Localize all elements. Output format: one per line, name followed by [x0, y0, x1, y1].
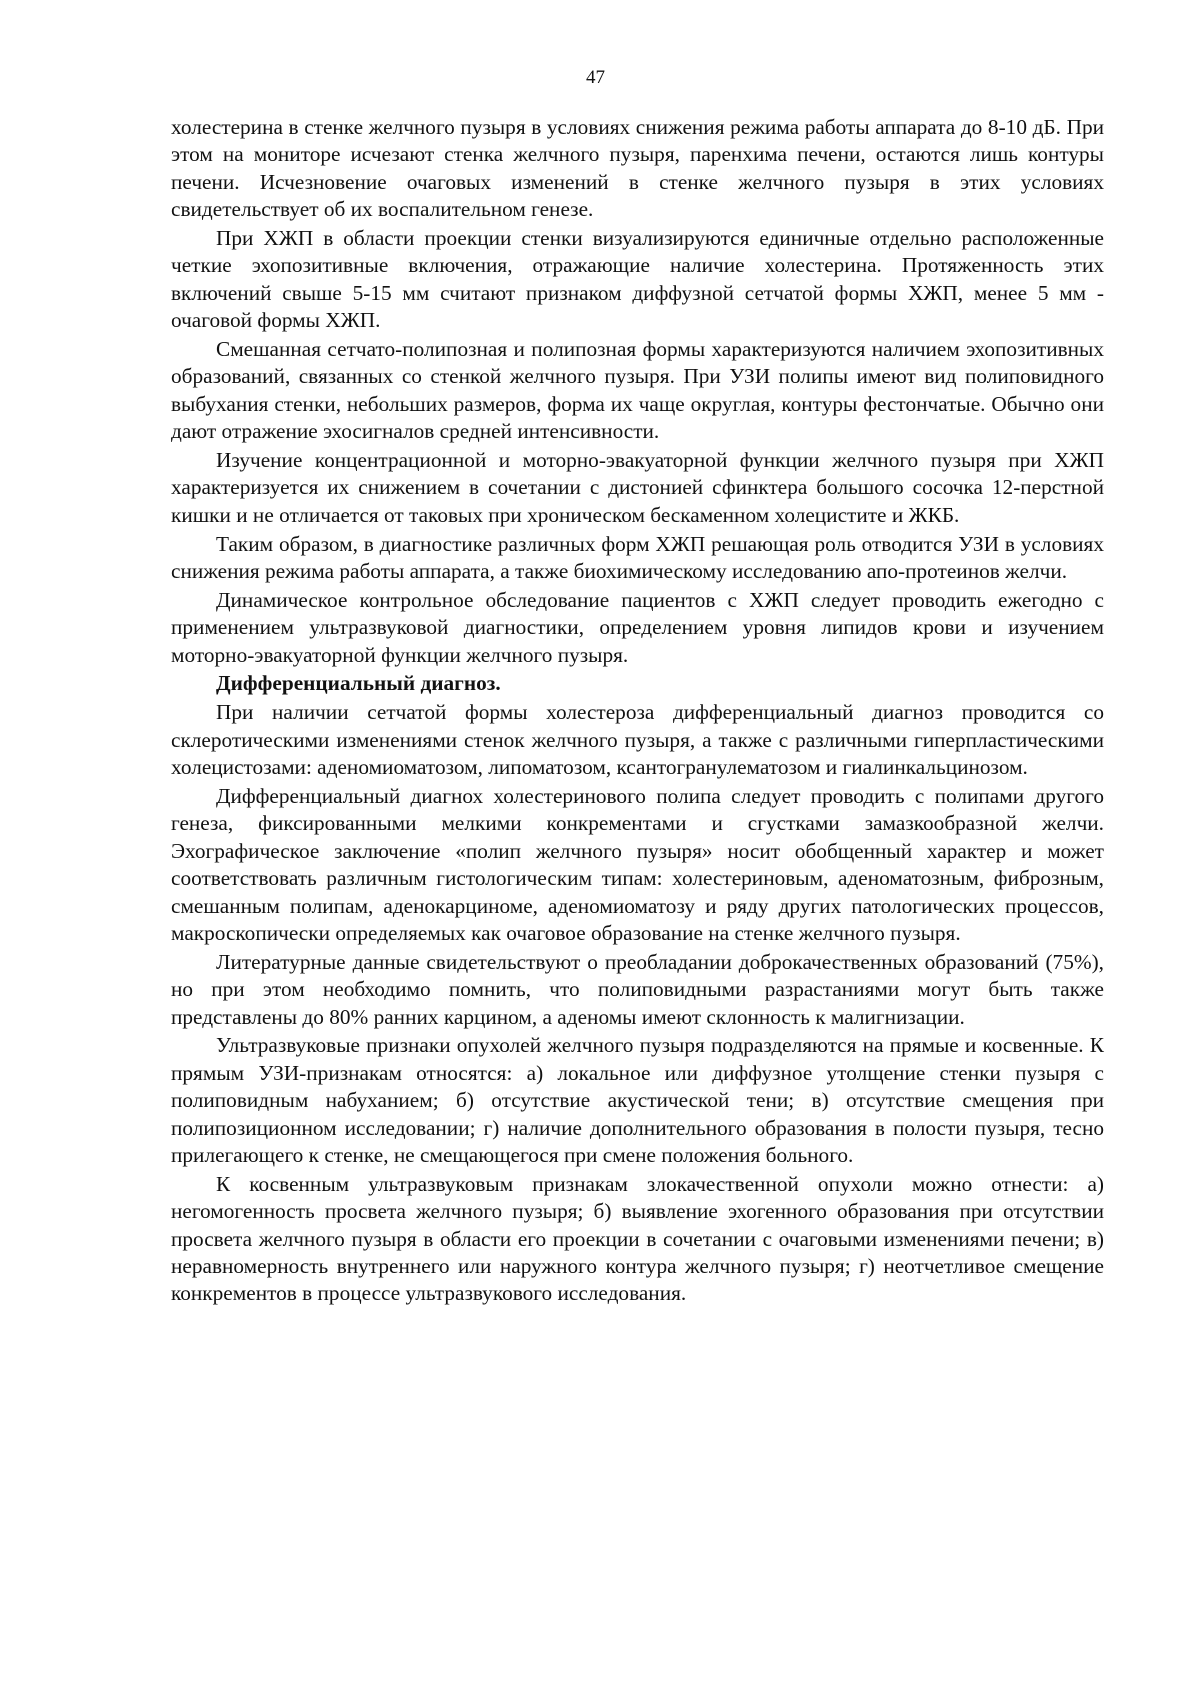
paragraph: Динамическое контрольное обследование пациентов с ХЖП следует проводить ежегодно с применением ультразвуковой диагностики, определением уровня липидов крови и изучением моторно-эвакуаторной функции желчного пузыря. [171, 587, 1104, 667]
paragraph: Таким образом, в диагностике различных форм ХЖП решающая роль отводится УЗИ в условиях снижения режима работы аппарата, а также биохимическому исследованию апо-протеинов желчи. [171, 531, 1104, 584]
paragraph: При наличии сетчатой формы холестероза дифференциальный диагноз проводится со склеротическими изменениями стенок желчного пузыря, а также с различными гиперпластическими холецистозами: аденомиоматозом, липоматозом, ксантогранулематозом и гиалинкальцинозом. [171, 700, 1104, 780]
paragraph-continuation: холестерина в стенке желчного пузыря в условиях снижения режима работы аппарата до 8-10 дБ. При этом на мониторе исчезают стенка желчного пузыря, паренхима печени, остаются лишь контуры печени. Исчезновение очаговых изменений в стенке желчного пузыря в этих условиях свидетельствует об их воспалительном генезе. [171, 115, 1104, 222]
paragraph: При ХЖП в области проекции стенки визуализируются единичные отдельно расположенные четкие эхопозитивные включения, отражающие наличие холестерина. Протяженность этих включений свыше 5-15 мм считают признаком диффузной сетчатой формы ХЖП, менее 5 мм - очаговой формы ХЖП. [171, 226, 1104, 333]
section-heading: Дифференциальный диагноз. [216, 671, 501, 696]
paragraph: Литературные данные свидетельствуют о преобладании доброкачественных образований (75%), но при этом необходимо помнить, что полиповидными разрастаниями могут быть также представлены до 80% ранних карцином, а аденомы имеют склонность к малигнизации. [171, 949, 1104, 1029]
page-body [171, 114, 1104, 1309]
paragraph: Изучение концентрационной и моторно-эвакуаторной функции желчного пузыря при ХЖП характеризуется их снижением в сочетании с дистонией сфинктера большого сосочка 12-перстной кишки и не отличается от таковых при хроническом бескаменном холецистите и ЖКБ. [171, 448, 1104, 527]
paragraph: Смешанная сетчато-полипозная и полипозная формы характеризуются наличием эхопозитивных образований, связанных со стенкой желчного пузыря. При УЗИ полипы имеют вид полиповидного выбухания стенки, небольших размеров, форма их чаще округлая, контуры фестончатые. Обычно они дают отражение эхосигналов средней интенсивности. [171, 337, 1104, 444]
paragraph: Дифференциальный диагнох холестеринового полипа следует проводить с полипами другого генеза, фиксированными мелкими конкрементами и сгустками замазкообразной желчи. Эхографическое заключение «полип желчного пузыря» носит обобщенный характер и может соответствовать различным гистологическим типам: холестериновым, аденоматозным, фиброзным, смешанным полипам, аденокарциноме, аденомиоматозу и ряду других патологических процессов, макроскопически определяемых как очаговое образование на стенке желчного пузыря. [171, 783, 1104, 945]
paragraph: К косвенным ультразвуковым признакам злокачественной опухоли можно отнести: а) негомогенность просвета желчного пузыря; б) выявление эхогенного образования при отсутствии просвета желчного пузыря в области его проекции в сочетании с очаговыми изменениями печени; в) неравномерность внутреннего или наружного контура желчного пузыря; г) неотчетливое смещение конкрементов в процессе ультразвукового исследования. [171, 1171, 1104, 1306]
paragraph: Ультразвуковые признаки опухолей желчного пузыря подразделяются на прямые и косвенные. К прямым УЗИ-признакам относятся: а) локальное или диффузное утолщение стенки пузыря с полиповидным набуханием; б) отсутствие акустической тени; в) отсутствие смещения при полипозиционном исследовании; г) наличие дополнительного образования в полости пузыря, тесно прилегающего к стенке, не смещающегося при смене положения больного. [171, 1033, 1104, 1167]
page-number: 47 [586, 67, 605, 88]
